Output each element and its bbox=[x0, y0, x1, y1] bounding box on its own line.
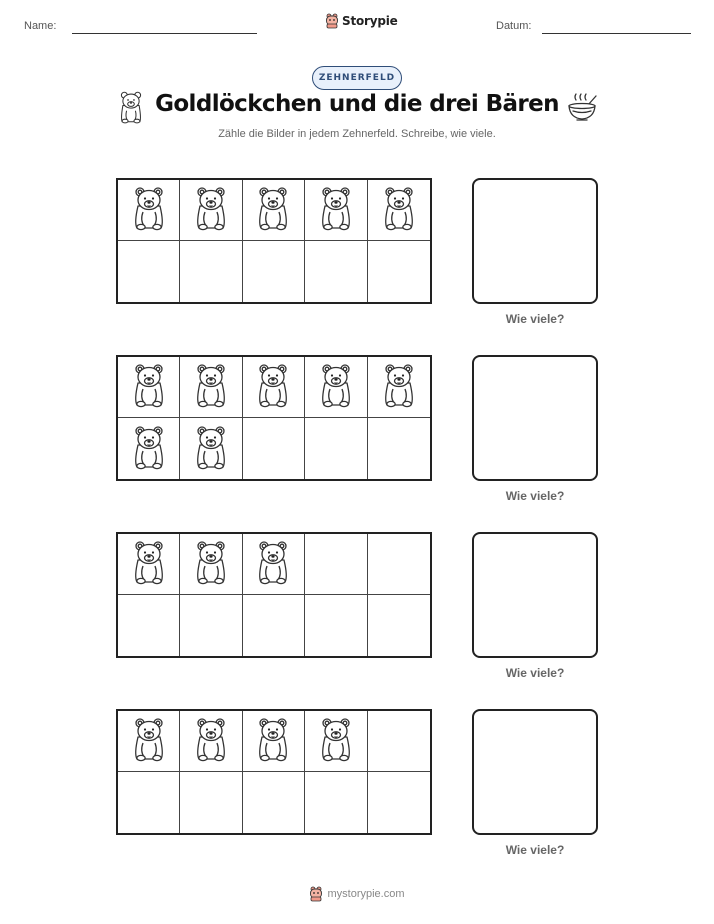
ten-frame-cell bbox=[368, 357, 430, 418]
bear-icon bbox=[191, 362, 231, 412]
bear-icon bbox=[253, 185, 293, 235]
bear-icon bbox=[129, 716, 169, 766]
ten-frame-cell bbox=[243, 241, 305, 302]
ten-frame-cell bbox=[368, 772, 430, 833]
bear-icon bbox=[316, 362, 356, 412]
bear-icon bbox=[191, 424, 231, 474]
ten-frame-cell bbox=[305, 241, 367, 302]
ten-frame-cell bbox=[243, 357, 305, 418]
ten-frame-cell bbox=[243, 595, 305, 656]
ten-frame-cell bbox=[305, 180, 367, 241]
ten-frame-cell bbox=[180, 534, 242, 595]
answer-prompt-4: Wie viele? bbox=[505, 843, 565, 857]
bear-icon bbox=[253, 362, 293, 412]
footer bbox=[0, 886, 714, 902]
ten-frame-cell bbox=[368, 180, 430, 241]
ten-frame-cell bbox=[118, 180, 180, 241]
bear-icon bbox=[253, 716, 293, 766]
ten-frame-1 bbox=[116, 178, 432, 304]
ten-frame-cell bbox=[305, 711, 367, 772]
bear-icon bbox=[191, 539, 231, 589]
ten-frame-cell bbox=[180, 595, 242, 656]
answer-box-3[interactable] bbox=[472, 532, 598, 658]
ten-frame-3 bbox=[116, 532, 432, 658]
ten-frame-cell bbox=[305, 357, 367, 418]
name-label: Name: bbox=[24, 20, 57, 32]
porridge-bowl-icon bbox=[566, 91, 598, 127]
answer-box-4[interactable] bbox=[472, 709, 598, 835]
instructions: Zähle die Bilder in jedem Zehnerfeld. Schreibe, wie viele. bbox=[218, 128, 496, 140]
bear-icon bbox=[191, 185, 231, 235]
ten-frame-cell bbox=[180, 180, 242, 241]
ten-frame-cell bbox=[305, 534, 367, 595]
bear-icon bbox=[253, 539, 293, 589]
ten-frame-cell bbox=[368, 534, 430, 595]
storypie-logo-icon bbox=[309, 886, 323, 902]
storypie-logo-icon bbox=[325, 13, 339, 29]
ten-frame-cell bbox=[180, 241, 242, 302]
page-title: Goldlöckchen und die drei Bären bbox=[155, 91, 559, 117]
ten-frame-4 bbox=[116, 709, 432, 835]
ten-frame-cell bbox=[118, 241, 180, 302]
ten-frame-cell bbox=[368, 595, 430, 656]
bear-icon bbox=[129, 539, 169, 589]
ten-frame-cell bbox=[368, 241, 430, 302]
answer-box-1[interactable] bbox=[472, 178, 598, 304]
answer-box-2[interactable] bbox=[472, 355, 598, 481]
answer-prompt-1: Wie viele? bbox=[505, 312, 565, 326]
title-bear-icon bbox=[116, 90, 146, 128]
ten-frame-cell bbox=[180, 711, 242, 772]
ten-frame-cell bbox=[118, 711, 180, 772]
ten-frame-cell bbox=[243, 418, 305, 479]
ten-frame-cell bbox=[243, 772, 305, 833]
date-label: Datum: bbox=[496, 20, 532, 32]
worksheet-type-badge: ZEHNERFELD bbox=[312, 66, 402, 90]
ten-frame-cell bbox=[180, 418, 242, 479]
ten-frame-cell bbox=[243, 711, 305, 772]
answer-prompt-3: Wie viele? bbox=[505, 666, 565, 680]
ten-frame-cell bbox=[118, 595, 180, 656]
bear-icon bbox=[379, 185, 419, 235]
ten-frame-2 bbox=[116, 355, 432, 481]
ten-frame-cell bbox=[243, 534, 305, 595]
bear-icon bbox=[129, 362, 169, 412]
ten-frame-cell bbox=[180, 357, 242, 418]
footer-url[interactable]: mystorypie.com bbox=[327, 888, 405, 900]
bear-icon bbox=[316, 185, 356, 235]
brand-logo bbox=[325, 13, 398, 29]
ten-frame-cell bbox=[305, 418, 367, 479]
name-line[interactable] bbox=[72, 33, 257, 34]
ten-frame-cell bbox=[118, 534, 180, 595]
ten-frame-cell bbox=[118, 418, 180, 479]
bear-icon bbox=[129, 424, 169, 474]
brand-name: Storypie bbox=[342, 14, 398, 28]
ten-frame-cell bbox=[368, 711, 430, 772]
ten-frame-cell bbox=[118, 357, 180, 418]
ten-frame-cell bbox=[368, 418, 430, 479]
date-line[interactable] bbox=[542, 33, 691, 34]
ten-frame-cell bbox=[118, 772, 180, 833]
ten-frame-cell bbox=[243, 180, 305, 241]
answer-prompt-2: Wie viele? bbox=[505, 489, 565, 503]
bear-icon bbox=[129, 185, 169, 235]
ten-frame-cell bbox=[305, 772, 367, 833]
ten-frame-cell bbox=[180, 772, 242, 833]
bear-icon bbox=[379, 362, 419, 412]
ten-frame-cell bbox=[305, 595, 367, 656]
bear-icon bbox=[316, 716, 356, 766]
bear-icon bbox=[191, 716, 231, 766]
